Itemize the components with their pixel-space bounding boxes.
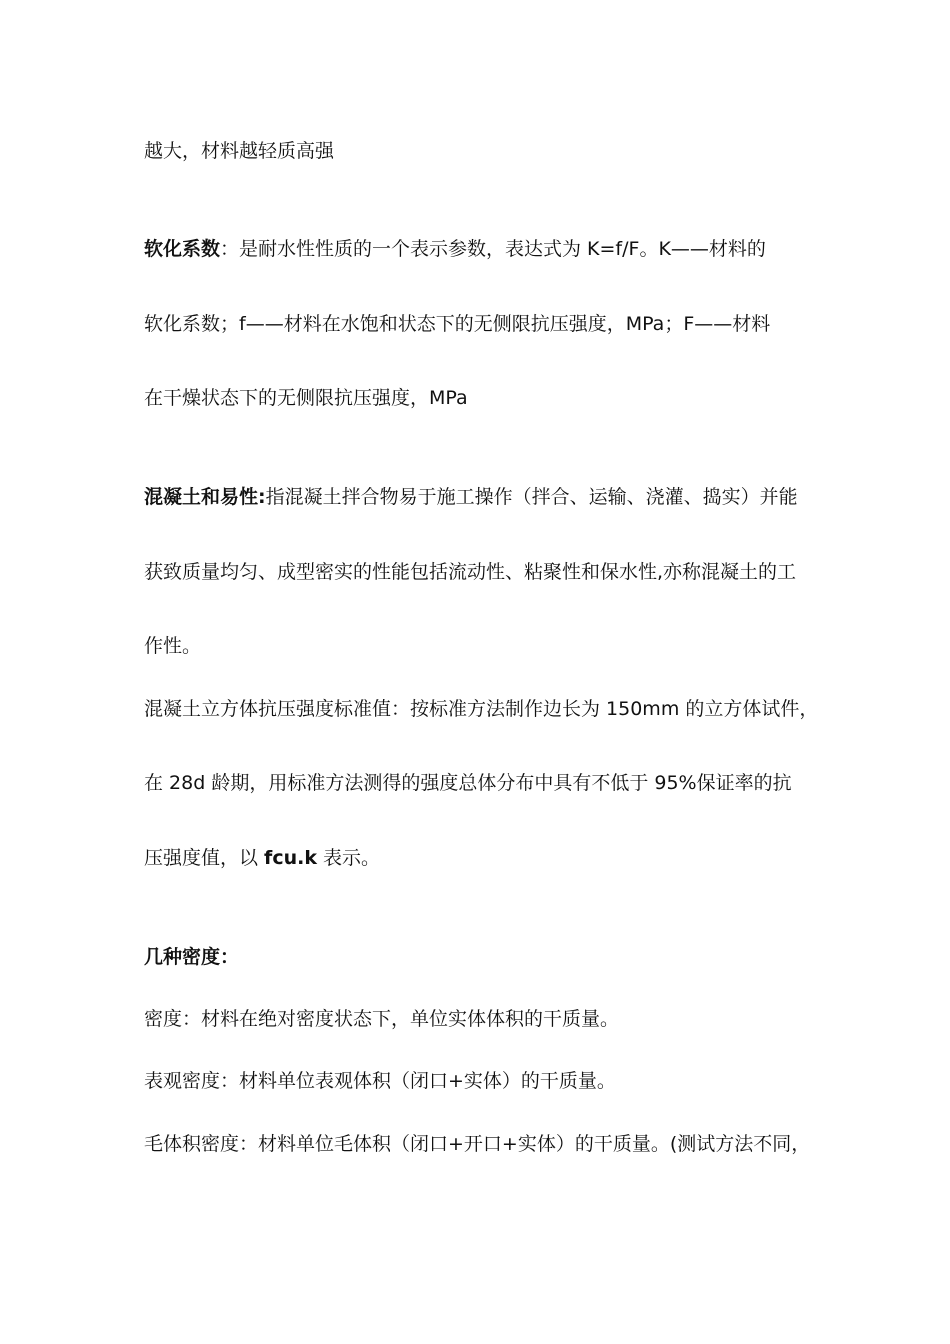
paragraph-line xyxy=(144,312,770,336)
heading-text: 几种密度： xyxy=(144,946,240,968)
term-softening-coefficient: 软化系数 xyxy=(144,238,221,260)
symbol-fcuk: fcu.k xyxy=(264,847,317,869)
paragraph-line xyxy=(144,771,792,795)
paragraph-line xyxy=(144,1132,810,1156)
text-span: 表示。 xyxy=(316,847,381,869)
paragraph-line xyxy=(144,386,468,410)
paragraph-line xyxy=(144,1069,616,1093)
text-span: 在 28d 龄期，用标准方法测得的强度总体分布中具有不低于 95%保证率的抗 xyxy=(144,772,792,794)
text-span: 软化系数；f——材料在水饱和状态下的无侧限抗压强度，MPa；F——材料 xyxy=(144,313,771,335)
text-span: 获致质量均匀、成型密实的性能包括流动性、粘聚性和保水性,亦称混凝土的工 xyxy=(144,561,797,583)
paragraph-line xyxy=(144,139,334,163)
paragraph-line xyxy=(144,560,796,584)
text-span: 混凝土立方体抗压强度标准值：按标准方法制作边长为 150mm 的立方体试件， xyxy=(144,698,819,720)
paragraph-line xyxy=(144,846,380,870)
text-span: 在干燥状态下的无侧限抗压强度，MPa xyxy=(144,387,468,409)
section-heading-densities xyxy=(144,945,239,969)
paragraph-line xyxy=(144,237,766,261)
text-span: 越大，材料越轻质高强 xyxy=(144,140,335,162)
paragraph-line xyxy=(144,634,201,658)
paragraph-line xyxy=(144,1007,619,1031)
text-span: 毛体积密度：材料单位毛体积（闭口+开口+实体）的干质量。(测试方法不同， xyxy=(144,1133,811,1155)
term-workability: 混凝土和易性: xyxy=(144,486,266,508)
paragraph-line xyxy=(144,485,798,509)
text-span: 密度：材料在绝对密度状态下，单位实体体积的干质量。 xyxy=(144,1008,620,1030)
text-span: 指混凝土拌合物易于施工操作（拌合、运输、浇灌、捣实）并能 xyxy=(265,486,798,508)
text-span: 压强度值，以 xyxy=(144,847,265,869)
text-span: 作性。 xyxy=(144,635,202,657)
text-span: ：是耐水性性质的一个表示参数，表达式为 K=f/F。K——材料的 xyxy=(220,238,766,260)
paragraph-line xyxy=(144,697,818,721)
text-span: 表观密度：材料单位表观体积（闭口+实体）的干质量。 xyxy=(144,1070,616,1092)
